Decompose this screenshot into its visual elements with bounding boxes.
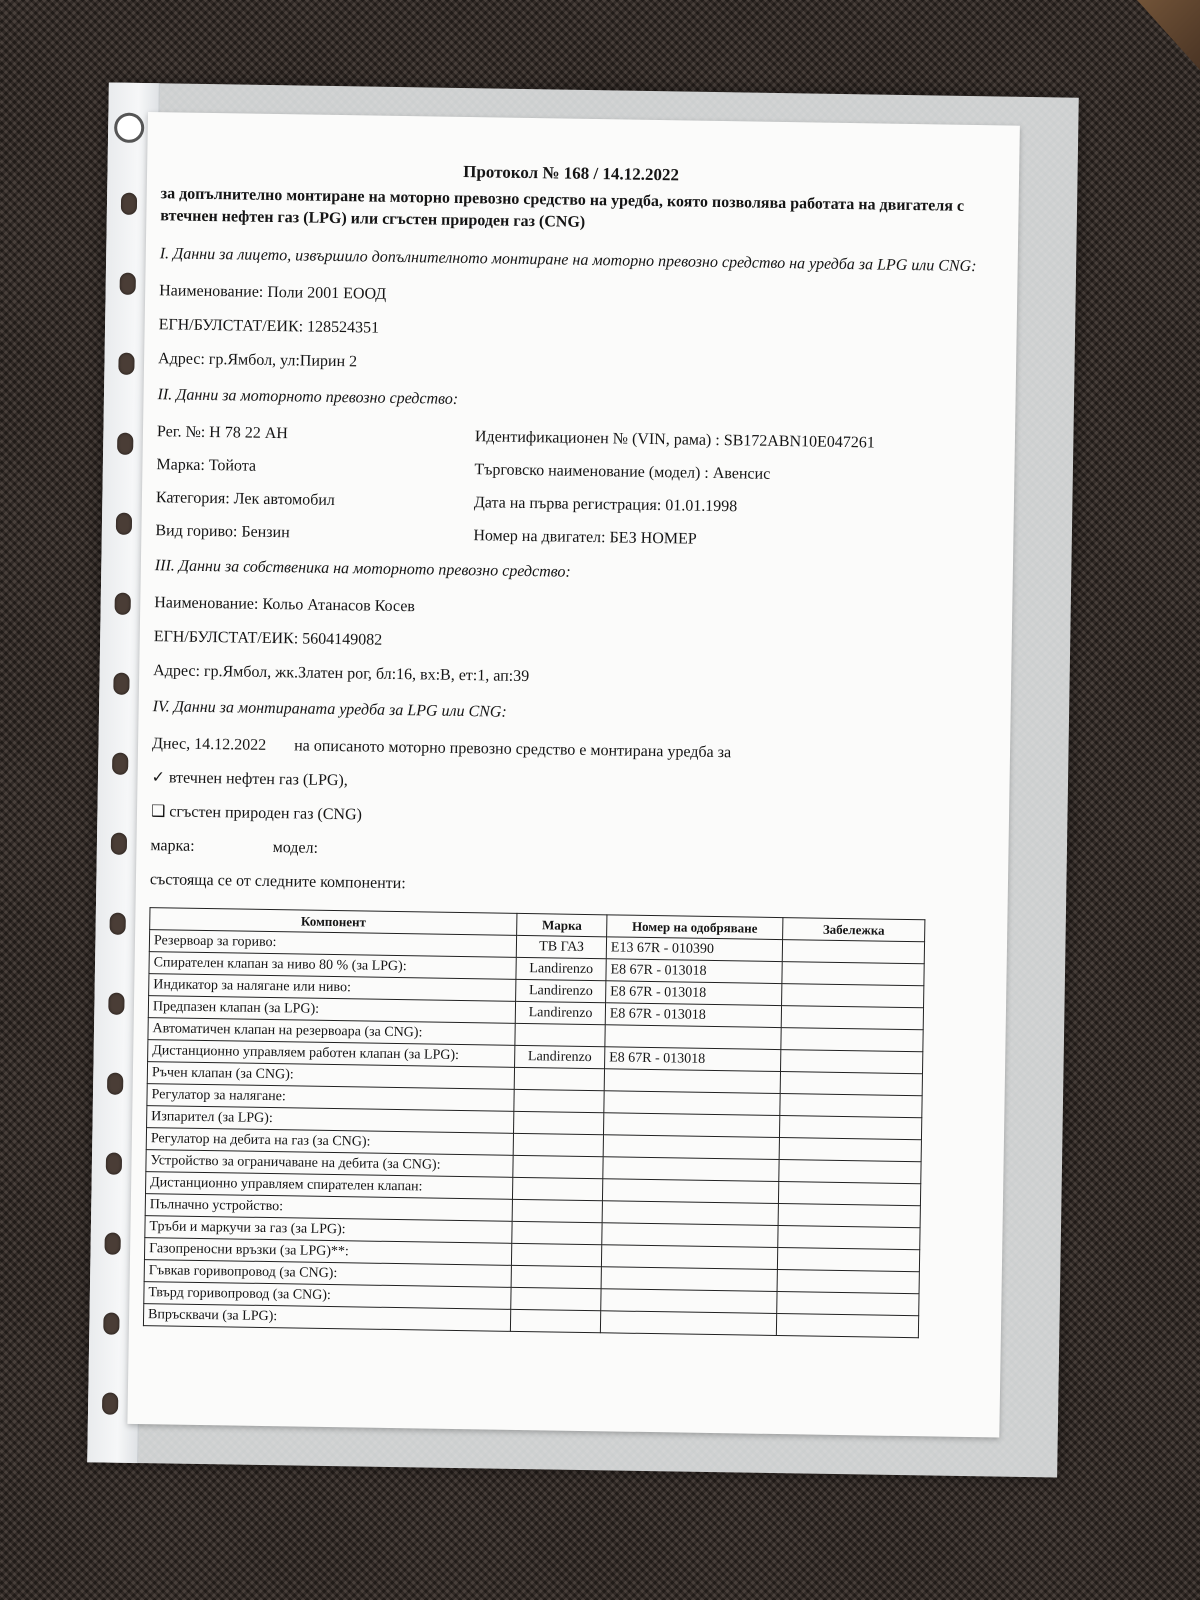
section-2-heading: II. Данни за моторното превозно средство: <box>157 386 459 408</box>
component-approval-cell: Е8 67R - 013018 <box>605 981 781 1006</box>
component-brand-cell <box>513 1177 603 1200</box>
wood-corner <box>1110 0 1200 70</box>
installer-id: ЕГН/БУЛСТАТ/ЕИК: 128524351 <box>158 316 380 337</box>
vehicle-reg: Рег. №: Н 78 22 АН <box>156 423 289 443</box>
sleeve-logo-icon <box>114 113 144 143</box>
component-note-cell <box>779 1138 921 1162</box>
component-brand-cell: ТВ ГАЗ <box>517 935 607 958</box>
component-approval-cell <box>604 1091 780 1116</box>
component-name-cell: Газопреносни връзки (за LPG)**: <box>144 1238 512 1266</box>
owner-address: Адрес: гр.Ямбол, жк.Златен рог, бл:16, вх:В, ет:1, ап:39 <box>153 662 530 686</box>
punch-hole-icon <box>120 273 136 295</box>
document-title: Протокол № 168 / 14.12.2022 <box>463 161 680 185</box>
document-subtitle: за допълнително монтиране на моторно превозно средство на уредба, която позволява работата на двигателя с втечнен нефтен газ (LPG) или сгъстен природен газ (CNG) <box>160 185 965 231</box>
punch-hole-icon <box>118 353 134 375</box>
component-note-cell <box>782 984 924 1008</box>
component-note-cell <box>778 1182 920 1206</box>
component-note-cell <box>777 1270 919 1294</box>
component-name-cell: Индикатор за налягане или ниво: <box>149 974 517 1002</box>
section-1-heading: I. Данни за лицето, извършило допълнителното монтиране на моторно превозно средство на уредба за LPG или CNG: <box>159 245 977 276</box>
component-name-cell: Тръби и маркучи за газ (за LPG): <box>145 1216 513 1244</box>
vehicle-model: Търговско наименование (модел) : Авенсис <box>474 461 771 483</box>
component-approval-cell: Е8 67R - 013018 <box>605 1003 781 1028</box>
component-name-cell: Автоматичен клапан на резервоара (за CNG): <box>148 1018 516 1046</box>
option-cng-label: сгъстен природен газ (CNG) <box>169 803 363 824</box>
component-name-cell: Устройство за ограничаване на дебита (за CNG): <box>146 1150 514 1178</box>
component-note-cell <box>782 962 924 986</box>
installation-text: на описаното моторно превозно средство е монтирана уредба за <box>294 737 732 762</box>
installer-name: Наименование: Поли 2001 ЕООД <box>159 282 387 303</box>
punch-hole-icon <box>102 1393 118 1415</box>
component-note-cell <box>780 1072 922 1096</box>
component-note-cell <box>781 1006 923 1030</box>
component-approval-cell <box>605 1025 781 1050</box>
component-note-cell <box>780 1116 922 1140</box>
component-note-cell <box>776 1314 918 1338</box>
component-name-cell: Твърд горивопровод (за CNG): <box>144 1282 512 1310</box>
component-approval-cell <box>603 1157 779 1182</box>
component-name-cell: Резервоар за гориво: <box>149 930 517 958</box>
vehicle-make: Марка: Тойота <box>156 456 257 475</box>
punch-hole-icon <box>104 1233 120 1255</box>
punch-hole-icon <box>116 513 132 535</box>
punch-hole-icon <box>106 1153 122 1175</box>
punch-hole-icon <box>103 1313 119 1335</box>
header-component: Компонент <box>150 908 518 936</box>
components-table-body <box>143 930 924 1338</box>
component-note-cell <box>781 1050 923 1074</box>
component-brand-cell: Landirenzo <box>515 1045 605 1068</box>
components-table <box>143 907 925 1338</box>
component-note-cell <box>777 1248 919 1272</box>
component-approval-cell <box>602 1179 778 1204</box>
component-brand-cell <box>511 1309 601 1332</box>
installer-address: Адрес: гр.Ямбол, ул:Пирин 2 <box>157 350 358 371</box>
model-label: модел: <box>272 839 319 857</box>
component-brand-cell <box>514 1133 604 1156</box>
vehicle-first-registration: Дата на първа регистрация: 01.01.1998 <box>473 494 738 516</box>
component-approval-cell <box>603 1135 779 1160</box>
brand-label: марка: <box>150 837 195 855</box>
vehicle-fuel: Вид гориво: Бензин <box>155 522 290 542</box>
components-intro: състояща се от следните компоненти: <box>149 871 406 893</box>
component-approval-cell: Е8 67R - 013018 <box>604 1047 780 1072</box>
installation-date: Днес, 14.12.2022 <box>151 735 267 754</box>
punch-hole-icon <box>115 593 131 615</box>
component-approval-cell: Е8 67R - 013018 <box>606 959 782 984</box>
component-name-cell: Предпазен клапан (за LPG): <box>148 996 516 1024</box>
component-approval-cell <box>602 1201 778 1226</box>
page-content <box>143 157 981 1339</box>
component-brand-cell <box>511 1265 601 1288</box>
section-3-heading: III. Данни за собственика на моторното превозно средство: <box>154 557 571 581</box>
punch-hole-icon <box>110 913 126 935</box>
component-approval-cell <box>600 1311 776 1336</box>
component-brand-cell <box>512 1221 602 1244</box>
component-name-cell: Регулатор за налягане: <box>147 1084 515 1112</box>
section-4-heading: IV. Данни за монтираната уредба за LPG или CNG: <box>152 698 507 721</box>
component-name-cell: Изпарител (за LPG): <box>147 1106 515 1134</box>
option-lpg-label: втечнен нефтен газ (LPG), <box>168 769 348 790</box>
component-note-cell <box>779 1160 921 1184</box>
component-approval-cell <box>603 1113 779 1138</box>
punch-hole-icon <box>121 193 137 215</box>
component-name-cell: Гъвкав горивопровод (за CNG): <box>144 1260 512 1288</box>
component-note-cell <box>780 1094 922 1118</box>
punch-hole-icon <box>113 673 129 695</box>
checkmark-icon: ✓ <box>151 769 166 787</box>
owner-id: ЕГН/БУЛСТАТ/ЕИК: 5604149082 <box>153 628 383 649</box>
component-brand-cell <box>515 1023 605 1046</box>
component-brand-cell: Landirenzo <box>516 957 606 980</box>
component-name-cell: Дистанционно управляем работен клапан (за LPG): <box>148 1040 516 1068</box>
component-name-cell: Пълначно устройство: <box>145 1194 513 1222</box>
component-brand-cell <box>515 1067 605 1090</box>
header-approval-number: Номер на одобряване <box>607 915 783 940</box>
protocol-page <box>127 112 1020 1438</box>
punch-hole-icon <box>117 433 133 455</box>
component-approval-cell <box>601 1245 777 1270</box>
component-brand-cell: Landirenzo <box>516 1001 606 1024</box>
component-brand-cell <box>514 1111 604 1134</box>
punch-hole-icon <box>112 753 128 775</box>
component-name-cell: Дистанционно управляем спирателен клапан: <box>146 1172 514 1200</box>
component-approval-cell <box>601 1267 777 1292</box>
component-brand-cell <box>513 1155 603 1178</box>
component-approval-cell <box>602 1223 778 1248</box>
empty-checkbox-icon: ❑ <box>150 803 166 821</box>
component-note-cell <box>782 940 924 964</box>
component-approval-cell: Е13 67R - 010390 <box>606 937 782 962</box>
component-brand-cell <box>511 1287 601 1310</box>
component-name-cell: Регулатор на дебита на газ (за CNG): <box>146 1128 514 1156</box>
component-note-cell <box>778 1204 920 1228</box>
component-name-cell: Ръчен клапан (за CNG): <box>147 1062 515 1090</box>
component-note-cell <box>777 1292 919 1316</box>
component-approval-cell <box>601 1289 777 1314</box>
header-brand: Марка <box>517 913 607 936</box>
component-brand-cell <box>512 1243 602 1266</box>
component-brand-cell: Landirenzo <box>516 979 606 1002</box>
owner-name: Наименование: Кольо Атанасов Косев <box>154 594 416 616</box>
vehicle-vin: Идентификационен № (VIN, рама) : SB172ABN10E047261 <box>474 428 876 452</box>
punch-hole-icon <box>111 833 127 855</box>
punch-hole-icon <box>108 993 124 1015</box>
component-approval-cell <box>604 1069 780 1094</box>
component-name-cell: Впръсквачи (за LPG): <box>143 1304 511 1332</box>
component-note-cell <box>778 1226 920 1250</box>
component-name-cell: Спирателен клапан за ниво 80 % (за LPG): <box>149 952 517 980</box>
component-brand-cell <box>514 1089 604 1112</box>
punch-hole-icon <box>107 1073 123 1095</box>
header-note: Забележка <box>783 918 925 942</box>
vehicle-engine-number: Номер на двигател: БЕЗ НОМЕР <box>473 527 697 548</box>
vehicle-category: Категория: Лек автомобил <box>155 489 335 509</box>
component-note-cell <box>781 1028 923 1052</box>
component-brand-cell <box>512 1199 602 1222</box>
